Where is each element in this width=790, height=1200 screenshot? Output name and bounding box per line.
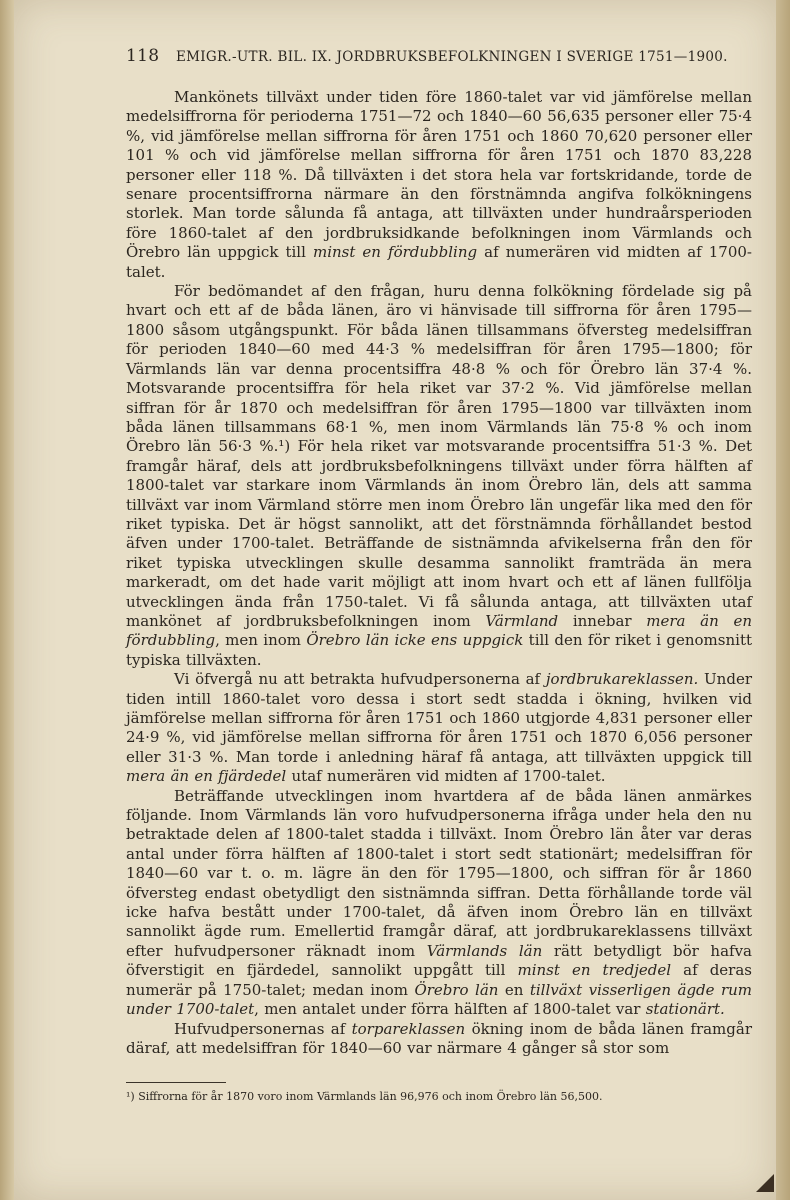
emphasis-text: mera än en fördubbling	[126, 611, 752, 650]
text-run: af numerären vid midten af 1700-talet.	[126, 243, 752, 281]
paragraph	[126, 88, 752, 282]
running-header	[126, 46, 752, 66]
text-run: För bedömandet af den frågan, huru denna folkökning fördelade sig på hvart och ett af de båda länen, äro vi hänvisade till siffrorna för åren 1795—1800 såsom utgångspunkt. För båda länen tillsammans öfversteg medelsiffran för perioden 1840—60 med 44·3 % medelsiffran för åren 1795—1800; för Värmlands län var denna procentsiffra 48·8 % och för Örebro län 37·4 %. Motsvarande procentsiffra för hela riket var 37·2 %. Vid jämförelse mellan siffran för år 1870 och medelsiffran för åren 1795—1800 var tillväxten inom båda länen tillsammans 68·1 %, men inom Värmlands län 75·8 % och inom Örebro län 56·3 %.¹) För hela riket var motsvarande procentsiffra 51·3 %. Det framgår häraf, dels att jordbruksbefolkningens tillväxt under förra hälften af 1800-talet var starkare inom Värmlands än inom Örebro län, dels att samma tillväxt var inom Värmland större men inom Örebro län ungefär lika med den för riket typiska. Det är högst sannolikt, att det förstnämnda förhållandet bestod äfven under 1700-talet. Beträffande de sistnämnda afvikelserna från den för riket typiska utvecklingen skulle desamma sannolikt framträda än mera markeradt, om det hade varit möjligt att inom hvart och ett af länen fullfölja utvecklingen ända från 1750-talet. Vi få sålunda antaga, att tillväxten utaf mankönet af jordbruksbefolkningen inom	[126, 282, 752, 630]
emphasis-text: jordbrukareklassen.	[545, 670, 699, 689]
emphasis-text: Örebro län icke ens uppgick	[306, 631, 524, 650]
page-gutter-left	[0, 0, 14, 1200]
emphasis-text: Örebro län	[414, 980, 499, 999]
emphasis-text: tillväxt visserligen ägde rum under 1700-talet	[126, 980, 753, 1019]
running-title: EMIGR.-UTR. BIL. IX. JORDBRUKSBEFOLKNINGEN I SVERIGE 1751—1900.	[175, 49, 728, 65]
body-text	[126, 88, 752, 1058]
text-run: Hufvudpersonernas af	[174, 1019, 352, 1038]
text-run: , men antalet under förra hälften af 1800-talet var	[254, 1000, 646, 1019]
paragraph	[126, 787, 752, 1020]
emphasis-text: minst en fördubbling	[312, 243, 478, 262]
text-run: Under tiden intill 1860-talet voro dessa i stort sedt stadda i ökning, hvilken vid jämförelse mellan siffrorna för åren 1751 och 1860 utgjorde 4,831 personer eller 24·9 %, vid jämförelse mellan siffrorna för åren 1751 och 1870 6,056 personer eller 31·3 %. Man torde i anledning häraf få antaga, att tillväxten uppgick till	[126, 670, 752, 766]
emphasis-text: torpareklassen	[351, 1019, 466, 1038]
text-run: Vi öfvergå nu att betrakta hufvudpersonerna af	[174, 670, 546, 689]
paragraph	[126, 282, 752, 670]
paragraph	[126, 1020, 752, 1059]
text-run: , men inom	[215, 631, 307, 650]
page-corner-mark	[756, 1174, 774, 1192]
footnote: ¹) Siffrorna för år 1870 voro inom Värmlands län 96,976 och inom Örebro län 56,500.	[126, 1090, 603, 1103]
footnote-rule	[126, 1082, 226, 1083]
emphasis-text: stationärt.	[645, 1000, 725, 1019]
text-run: af deras numerär på 1750-talet; medan inom	[126, 961, 752, 999]
text-run: rätt betydligt bör hafva öfverstigit en fjärdedel, sannolikt uppgått till	[126, 941, 752, 980]
emphasis-text: Värmland	[485, 611, 559, 630]
text-run: till den för riket i genomsnitt typiska tillväxten.	[126, 631, 752, 669]
page-edge-right	[776, 0, 790, 1200]
text-run: en	[498, 980, 530, 999]
emphasis-text: mera än en fjärdedel	[126, 767, 287, 786]
text-run: Beträffande utvecklingen inom hvartdera af de båda länen anmärkes följande. Inom Värmlands län voro hufvudpersonerna ifråga under hela den nu betraktade delen af 1800-talet stadda i tillväxt. Inom Örebro län åter var deras antal under förra hälften af 1800-talet i stort sedt stationärt; medelsiffran för 1840—60 var t. o. m. lägre än den för 1795—1800, och siffran för år 1860 öfversteg endast obetydligt den sistnämnda siffran. Detta förhållande torde väl icke hafva bestått under 1700-talet, då äfven inom Örebro län en tillväxt sannolikt ägde rum. Emellertid framgår däraf, att jordbrukareklassens tillväxt efter hufvudpersoner räknadt inom	[126, 786, 752, 960]
text-run: Mankönets tillväxt under tiden före 1860-talet var vid jämförelse mellan medelsiffrorna för perioderna 1751—72 och 1840—60 56,635 personer eller 75·4 %, vid jämförelse mellan siffrorna för åren 1751 och 1860 70,620 personer eller 101 % och vid jämförelse mellan siffrorna för åren 1751 och 1870 83,228 personer eller 118 %. Då tillväxten i det stora hela var fortskridande, torde de senare procentsiffrorna närmare än den förstnämnda angifva folkökningens storlek. Man torde sålunda få antaga, att tillväxten under hundraårsperioden före 1860-talet af den jordbruksidkande befolkningen inom Värmlands och Örebro län uppgick till	[126, 88, 752, 262]
emphasis-text: Värmlands län	[426, 941, 543, 960]
text-run: ökning inom de båda länen framgår däraf, att medelsiffran för 1840—60 var närmare 4 gånger så stor som	[126, 1019, 752, 1057]
text-run: utaf numerären vid midten af 1700-talet.	[286, 767, 606, 786]
page-number: 118	[126, 46, 160, 66]
paragraph	[126, 670, 752, 786]
text-run: innebar	[558, 611, 647, 630]
emphasis-text: minst en tredjedel	[517, 961, 672, 980]
